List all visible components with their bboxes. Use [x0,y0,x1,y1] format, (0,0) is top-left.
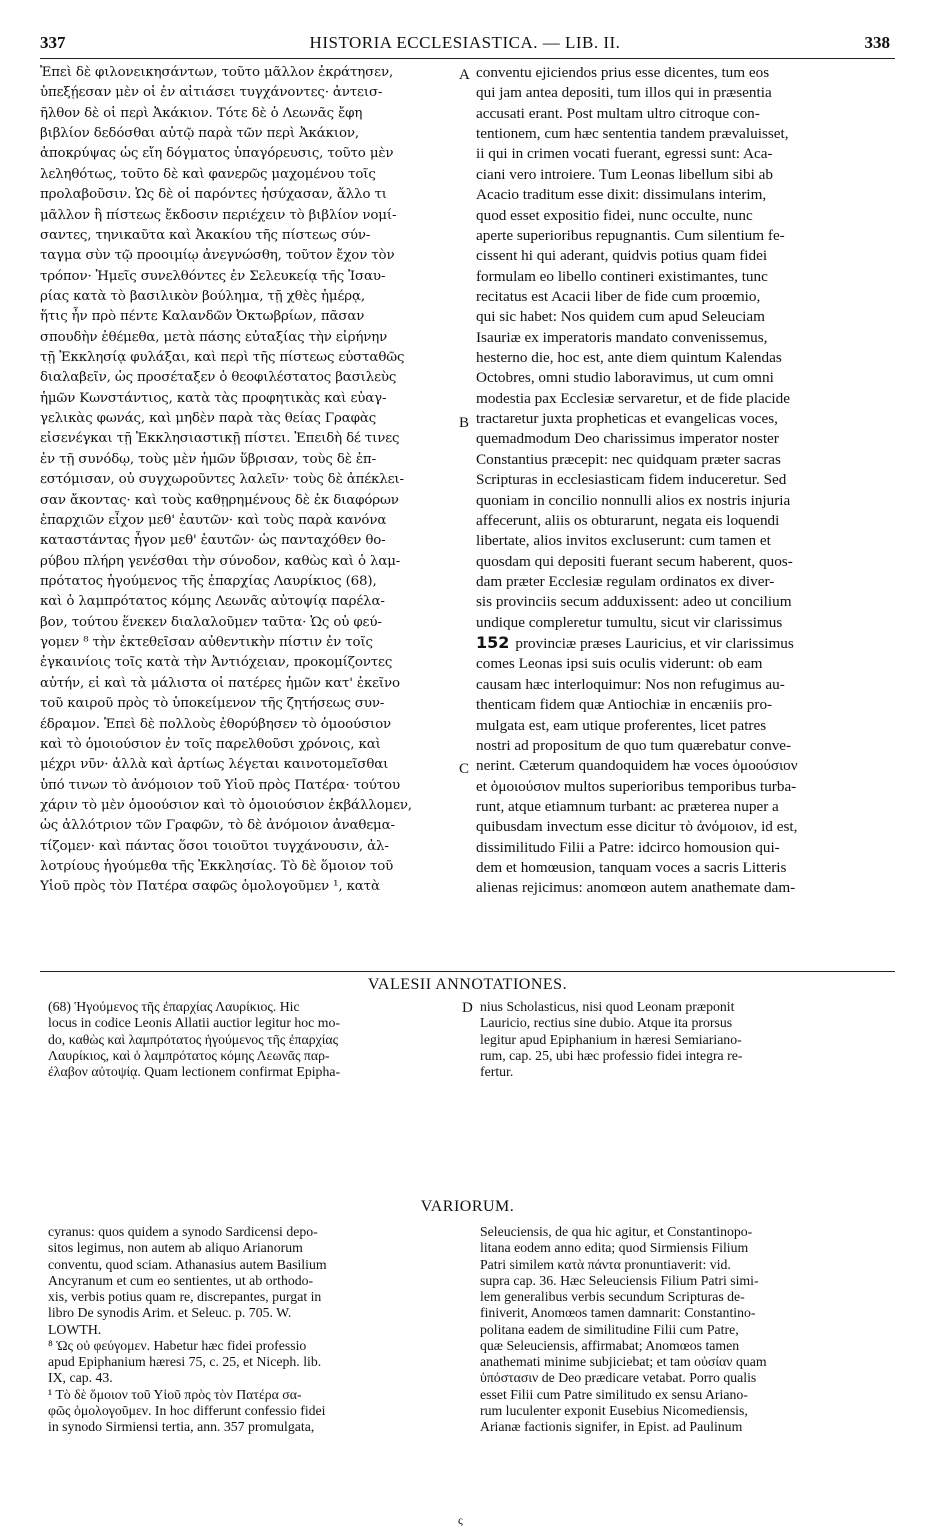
latin-text-line [476,633,896,654]
latin-text-line: undique compleretur tumultu, sicut vir clarissimus [476,613,783,631]
variorum-note-line: esset Filii cum Patre similitudo ex sensu Ariano- [480,1386,748,1402]
annotation-line: fertur. [480,1064,514,1079]
greek-text-line: ρύβου πλήρη γενέσθαι τὴν σύνοδον, καθὼς καὶ ὁ λαμ- [40,553,401,569]
latin-text-line: sis provinciis secum adduxissent: adeo ut concilium [476,593,792,611]
greek-text-line: ταγμα σὺν τῷ προοιμίῳ ἀνεγνώσθη, τοῦτον ἔχον τὸν [40,248,395,264]
variorum-note-line: anathemati minime subjiciebat; et tam οὐσίαν quam [480,1354,767,1369]
variorum-note-line: cyranus: quos quidem a synodo Sardicensi depo- [48,1224,318,1239]
annotation-line: Lauricio, rectius sine dubio. Atque ita prorsus [480,1015,733,1031]
margin-letter-b: B [459,415,470,431]
margin-letter-d: D [462,1000,473,1016]
variorum-note-line: lem generalibus verbis secundum Scripturas de- [480,1289,745,1304]
greek-text-line: ὑπό τινων τὸ ἀνόμοιον τοῦ Υἱοῦ πρὸς Πατέρα· τούτου [40,777,400,793]
variorum-note-line: in synodo Sirmiensi tertia, ann. 357 promulgata, [48,1419,315,1434]
greek-text-line: ἡμῶν Κωνστάντιος, κατὰ τὰς προφητικὰς καὶ εὐαγ- [40,390,387,406]
latin-text-line: hesterno die, hoc est, ante diem quintum Kalendas [476,349,782,367]
latin-text-line: Octobres, omni studio laboravimus, ut cum omni [476,369,774,387]
variorum-note-line: libro De synodis Arim. et Seleuc. p. 705. W. [48,1305,292,1321]
latin-text-line: runt, atque etiamnum turbant: ac præterea nuper a [476,797,779,815]
latin-text-line: aperte superioribus repugnantis. Cum silentium fe- [476,226,785,244]
margin-letter-c: C [459,761,470,777]
latin-text-line: recitatus est Acacii liber de fide cum proœmio, [476,287,761,305]
greek-text-line: καταστάντας ἦγον μεθ' ἑαυτῶν· ὡς πανταχόθεν θο- [40,533,386,549]
greek-text-line: ἐπαρχιῶν εἶχον μεθ' ἑαυτῶν· καὶ τοὺς παρὰ κανόνα [40,512,387,528]
latin-text-line: mulgata est, eam utique proferentes, licet patres [476,716,767,734]
greek-text-column [40,63,458,898]
greek-text-line: τίζομεν· καὶ πάντας ὅσοι τοιοῦτοι τυγχάνουσιν, ἀλ- [40,838,389,854]
greek-text-line: λεληθότως, τοῦτο δὲ καὶ φανερῶς μαχομένου τοῖς [40,166,376,182]
latin-text-line: dem et homœusion, tanquam voces a sacris Litteris [476,859,787,877]
greek-text-line: ὡς ἀλλότριον τῶν Γραφῶν, τὸ δὲ ἀνόμοιον ἀναθεμα- [40,818,395,834]
greek-text-line: λοτρίους ἡγούμεθα τῆς Ἐκκλησίας. Τὸ δὲ ὅμοιον τοῦ [40,859,394,875]
margin-letter-a: A [459,67,470,83]
valesii-notes-right [480,999,895,1080]
latin-text-line: dam præter Ecclesiæ regulam ordinatos ex diver- [476,572,775,590]
greek-text-line: μέχρι νῦν· ἀλλὰ καὶ ἀρτίως λέγεται καινοτομεῖσθαι [40,757,389,773]
latin-text-line: tentionem, cum hæc sententia tandem prævaluisset, [476,125,789,143]
greek-text-line: τοῦ καιροῦ πρὸς τὸ ὑποκείμενον τῆς ζητήσεως συν- [40,696,385,712]
latin-text-line: nostri ad propositum de quo tum quærebatur conve- [476,736,792,754]
greek-text-line: σπουδὴν ἐθέμεθα, μετὰ πάσης εὐταξίας τὴν εἰρήνην [40,329,388,345]
latin-text-line: thenticam fidem quæ Antiochiæ in encæniis pro- [476,696,773,714]
page-header [40,33,890,55]
latin-text-line: Isauriæ ex imperatoris mandato convenissemus, [476,328,768,346]
variorum-note-line: rum luculenter exponit Eusebius Nicomediensis, [480,1402,748,1418]
latin-text-line: ii qui in crimen vocati fuerant, egressi sunt: Aca- [476,145,773,163]
latin-text-line: quoniam in concilio nonnulli alios ex nostris injuria [476,491,791,509]
greek-text-line: ἥτις ἦν πρὸ πέντε Καλανδῶν Ὀκτωβρίων, πᾶσαν [40,309,365,325]
greek-text-line: εἰσενέγκαι τῇ Ἐκκλησιαστικῇ πίστει. Ἐπειδὴ δέ τινες [40,431,400,447]
page-number-right: 338 [864,33,890,52]
greek-text-line: ἀποκρύψας ὡς εἴη δόγματος ὑπαγόρευσις, τοῦτο μὲν [40,146,394,162]
greek-text-line: βιβλίον δεδόσθαι αὐτῷ παρὰ τῶν περὶ Ἀκάκιον, [40,126,359,142]
footer-signature-mark: ς [458,1513,463,1527]
greek-text-line: γελικὰς φωνάς, καὶ μηδὲν παρὰ τὰς θείας Γραφὰς [40,411,377,427]
latin-text-line: comes Leonas ipsi suis oculis viderunt: ob eam [476,655,763,673]
variorum-note-line: ¹ Τὸ δὲ ὅμοιον τοῦ Υἱοῦ πρὸς τὸν Πατέρα σα- [48,1386,302,1402]
latin-text-line: Acacio traditum esse dixit: dissimulans interim, [476,186,767,204]
annotation-line: locus in codice Leonis Allatii auctior legitur hoc mo- [48,1015,340,1031]
greek-text-line: τρόπον· Ἡμεῖς συνελθόντες ἐν Σελευκείᾳ τῆς Ἰσαυ- [40,268,386,284]
variorum-note-line: supra cap. 36. Hæc Seleuciensis Filium Patri simi- [480,1272,759,1288]
greek-text-line: μᾶλλον ἢ πίστεως ἔκδοσιν περιέχειν τὸ βιβλίον νομί- [40,207,397,223]
latin-text-line: affecerunt, aliis os obturarunt, negata eis loquendi [476,511,780,529]
greek-text-line: τῇ Ἐκκλησίᾳ φυλάξαι, καὶ περὶ τῆς πίστεως εὐσταθῶς [40,350,405,366]
latin-text-line-rest: provinciæ præses Lauricius, et vir clarissimus [515,635,794,653]
latin-text-line: qui jam antea depositi, tum illos qui in præsentia [476,84,772,102]
annotation-line: nius Scholasticus, nisi quod Leonam præponit [480,999,735,1014]
annotation-line: do, καθὼς καὶ λαμπρότατος ἡγούμενος τῆς ἐπαρχίας [48,1031,339,1047]
greek-text-line: ρίας κατὰ τὸ βασιλικὸν βούλημα, τῇ χθὲς ἡμέρᾳ, [40,288,365,304]
latin-text-line: quod esset expositio fidei, nunc occulte, nunc [476,206,753,224]
greek-text-line: καὶ ὁ λαμπρότατος κόμης Λεωνᾶς αὐτοψίᾳ παρέλα- [40,594,385,610]
latin-text-column [476,63,896,899]
greek-text-line: Ἐπεὶ δὲ φιλονεικησάντων, τοῦτο μᾶλλον ἐκράτησεν, [40,65,394,80]
variorum-note-line: quæ Seleuciensis, affirmabat; Anomœos tamen [480,1337,740,1353]
header-rule [40,58,895,59]
greek-text-line: αὐτήν, εἰ καὶ τὰ μάλιστα οἱ πατέρες ἡμῶν κατ' ἐκεῖνο [40,675,400,691]
greek-text-line: καὶ τὸ ὁμοιούσιον ἐν τοῖς παρελθοῦσι χρόνοις, καὶ [40,736,381,752]
greek-text-line: βον, τούτου ἕνεκεν διαλαλοῦμεν ταῦτα· Ὡς οὐ φεύ- [40,614,382,630]
variorum-note-line: Ancyranum et cum eo sentientes, ut ab orthodo- [48,1272,314,1288]
latin-text-line: Scripturas in ecclesiasticam fidem induceretur. Sed [476,471,787,489]
greek-text-line: ῆλθον δὲ οἱ περὶ Ἀκάκιον. Τότε δὲ ὁ Λεωνᾶς ἔφη [40,105,363,121]
latin-text-line: quemadmodum Deo charissimus imperator noster [476,430,779,448]
greek-text-line: πρότατος ἡγούμενος τῆς ἐπαρχίας Λαυρίκιος (68), [40,573,377,589]
greek-text-line: προλαβοῦσιν. Ὡς δὲ οἱ παρόντες ἡσύχασαν, ἄλλο τι [40,187,387,203]
annotation-line: έλαβον αὐτοψίᾳ. Quam lectionem confirmat Epipha- [48,1064,341,1079]
greek-text-line: χάριν τὸ μὲν ὁμοούσιον καὶ τὸ ὁμοιούσιον ἐκβάλλομεν, [40,797,412,813]
latin-text-line: alienas rejicimus: anomœon autem anathemate dam- [476,879,796,897]
greek-text-line: ὑπεξῄεσαν μὲν οἱ ἐν αἰτιάσει τυγχάνοντες· ἀντεισ- [40,85,383,101]
margin-page-number: 152 [476,633,510,653]
variorum-note-line: ὑπόστασιν de Deo prædicare vetabat. Porro qualis [480,1370,757,1386]
running-title: HISTORIA ECCLESIASTICA. — LIB. II. [309,33,621,52]
variorum-note-line: apud Epiphanium hæresi 75, c. 25, et Niceph. lib. [48,1354,322,1369]
variorum-note-line: IX, cap. 43. [48,1370,113,1386]
variorum-note-line: Patri similem κατὰ πάντα pronuntiaverit: vid. [480,1256,731,1272]
latin-text-line: tractaretur juxta propheticas et evangelicas voces, [476,410,778,428]
latin-text-line: causam hæc interloquimur: Nos non refugimus au- [476,675,785,693]
latin-text-line: libertate, alios invitos excluserunt: cum tamen et [476,532,771,550]
latin-text-line: et ὁμοιούσιον multos superioribus temporibus turba- [476,777,797,795]
valesii-notes-left [48,999,460,1080]
latin-text-line: qui sic habet: Nos quidem cum apud Seleuciam [476,308,765,326]
variorum-note-line: politana eadem de similitudine Filii cum Patre, [480,1321,739,1337]
variorum-note-line: conventu, quod sciam. Athanasius autem Basilium [48,1256,327,1272]
latin-text-line: quibusdam invectum esse dicitur τὸ ἀνόμοιον, id est, [476,818,798,836]
greek-text-line: ἐν τῇ συνόδῳ, τοὺς μὲν ἡμῶν ὕβρισαν, τοὺς δὲ ἐπ- [40,451,376,467]
latin-text-line: dissimilitudo Filii a Patre: idcirco homousion qui- [476,838,780,856]
latin-text-line: cissent hi qui aderant, quidvis potius quam fidei [476,247,768,265]
latin-text-line: quosdam qui depositi fuerant secum haberent, quos- [476,552,793,570]
variorum-note-line: litana eodem anno edita; quod Sirmiensis Filium [480,1240,749,1256]
variorum-note-line: LOWTH. [48,1321,102,1337]
variorum-note-line: ⁸ Ὡς οὐ φεύγομεν. Habetur hæc fidei professio [48,1337,307,1353]
variorum-note-line: finiverit, Anomœos tamen damnarit: Constantino- [480,1305,756,1321]
section-rule [40,971,895,972]
variorum-note-line: Arianæ factionis signifer, in Epist. ad Paulinum [480,1419,743,1434]
greek-text-line: γομεν ⁸ τὴν ἐκτεθεῖσαν αὐθεντικὴν πίστιν ἐν τοῖς [40,635,373,651]
variorum-note-line: xis, verbis potius quam re, discrepantes, purgat in [48,1289,322,1304]
latin-text-line: formulam eo libello contineri existimantes, tunc [476,267,768,285]
valesii-heading: VALESII ANNOTATIONES. [367,976,568,993]
variorum-notes-right [480,1224,895,1435]
greek-text-line: έδραμον. Ἐπεὶ δὲ πολλοὺς ἐθορύβησεν τὸ ὁμοούσιον [40,716,392,732]
greek-text-line: ἐγκαινίοις τοῖς κατὰ τὴν Ἀντιόχειαν, προκομίζοντες [40,655,393,671]
greek-text-line: Υἱοῦ πρὸς τὸν Πατέρα σαφῶς ὁμολογοῦμεν ¹, κατὰ [40,879,380,895]
variorum-note-line: sitos legimus, non autem ab aliquo Arianorum [48,1240,303,1256]
greek-text-line: σαντες, τηνικαῦτα καὶ Ἀκακίου τῆς πίστεως σύν- [40,227,371,243]
variorum-note-line: Seleuciensis, de qua hic agitur, et Constantinopo- [480,1224,753,1239]
variorum-notes-left [48,1224,460,1435]
latin-text-line: ciani vero introiere. Tum Leonas libellum sibi ab [476,165,773,183]
variorum-note-line: φῶς ὁμολογοῦμεν. In hoc differunt confessio fidei [48,1402,326,1418]
variorum-heading: VARIORUM. [420,1198,515,1215]
greek-text-line: διαλαβεῖν, ὡς προσέταξεν ὁ θεοφιλέστατος βασιλεὺς [40,370,397,386]
greek-text-line: σαν ἄκοντας· καὶ τοὺς καθῃρημένους δὲ ἐκ διαφόρων [40,492,399,508]
greek-text-line: εστόμισαν, οὐ συγχωροῦντες λαλεῖν· τοὺς δὲ ἀπέκλει- [40,472,404,488]
latin-text-line: nerint. Cæterum quandoquidem hæ voces ὁμοούσιον [476,757,798,775]
annotation-line: Λαυρίκιος, καὶ ὁ λαμπρότατος κόμης Λεωνᾶς παρ- [48,1047,330,1063]
annotation-line: (68) Ἡγούμενος τῆς ἐπαρχίας Λαυρίκιος. Hic [48,999,300,1014]
latin-text-line: Constantius præcepit: nec quidquam præter sacras [476,450,781,468]
annotation-line: rum, cap. 25, ubi hæc professio fidei integra re- [480,1047,743,1063]
latin-text-line: modestia pax Ecclesiæ servaretur, et de fide placide [476,389,790,407]
latin-text-line: conventu ejiciendos prius esse dicentes, tum eos [476,64,770,81]
latin-text-line: accusati erant. Post multam ultro citroque con- [476,104,760,122]
page-number-left: 337 [40,33,66,52]
annotation-line: legitur apud Epiphanium in hæresi Semiariano- [480,1031,742,1047]
